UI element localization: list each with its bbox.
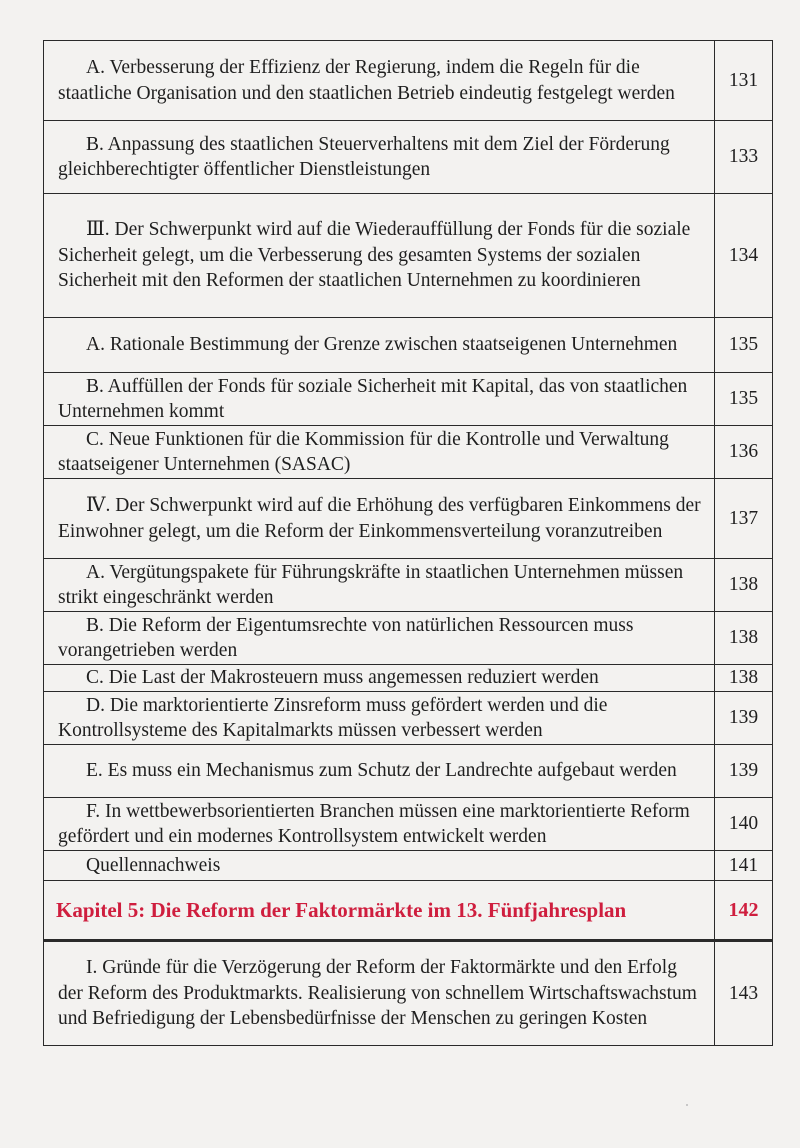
toc-entry-text: F. In wettbewerbsorientierten Branchen müssen eine marktorientierte Reform gefördert und ein modernes Kontrollsystem entwickelt werden (44, 798, 715, 851)
toc-entry-text: A. Verbesserung der Effizienz der Regierung, indem die Regeln für die staatliche Organisation und den staatlichen Betrieb eindeutig festgelegt werden (44, 41, 715, 121)
toc-page-number: 143 (715, 941, 773, 1046)
toc-page-number: 133 (715, 121, 773, 194)
toc-entry-text: I. Gründe für die Verzögerung der Reform der Faktormärkte und den Erfolg der Reform des Produktmarkts. Realisierung von schnellem Wirtschaftswachstum und Befriedigung der Lebensbedürfnisse der Menschen zu geringen Kosten (44, 941, 715, 1046)
toc-entry-text: C. Neue Funktionen für die Kommission für die Kontrolle und Verwaltung staatseigener Unternehmen (SASAC) (44, 426, 715, 479)
toc-row (44, 373, 773, 426)
table-of-contents (43, 40, 773, 1046)
toc-row (44, 692, 773, 745)
toc-page-number: 141 (715, 851, 773, 881)
toc-page-number: 135 (715, 373, 773, 426)
toc-row (44, 665, 773, 692)
toc-entry-text: B. Auffüllen der Fonds für soziale Sicherheit mit Kapital, das von staatlichen Unternehmen kommt (44, 373, 715, 426)
chapter-heading-row (44, 881, 773, 941)
toc-page-number: 139 (715, 745, 773, 798)
toc-page-number: 136 (715, 426, 773, 479)
toc-row (44, 798, 773, 851)
toc-entry-text: C. Die Last der Makrosteuern muss angemessen reduziert werden (44, 665, 715, 692)
toc-page-number: 138 (715, 559, 773, 612)
toc-entry-text: B. Die Reform der Eigentumsrechte von natürlichen Ressourcen muss vorangetrieben werden (44, 612, 715, 665)
toc-entry-text: Ⅳ. Der Schwerpunkt wird auf die Erhöhung des verfügbaren Einkommens der Einwohner gelegt, um die Reform der Einkommensverteilung voranzutreiben (44, 479, 715, 559)
chapter-title: Kapitel 5: Die Reform der Faktormärkte im 13. Fünfjahresplan (44, 881, 715, 941)
toc-row (44, 479, 773, 559)
toc-row (44, 851, 773, 881)
toc-entry-text: E. Es muss ein Mechanismus zum Schutz der Landrechte aufgebaut werden (44, 745, 715, 798)
toc-page-number: 135 (715, 318, 773, 373)
page-speck (686, 1104, 688, 1106)
toc-entry-text: Ⅲ. Der Schwerpunkt wird auf die Wiederauffüllung der Fonds für die soziale Sicherheit gelegt, um die Verbesserung des gesamten Systems der sozialen Sicherheit mit den Reformen der staatlichen Unternehmen zu koordinieren (44, 194, 715, 318)
toc-page-number: 134 (715, 194, 773, 318)
toc-entry-text: A. Vergütungspakete für Führungskräfte in staatlichen Unternehmen müssen strikt eingeschränkt werden (44, 559, 715, 612)
toc-row (44, 559, 773, 612)
toc-row (44, 426, 773, 479)
toc-page-number: 138 (715, 612, 773, 665)
toc-row (44, 318, 773, 373)
chapter-page-number: 142 (715, 881, 773, 941)
toc-row (44, 745, 773, 798)
toc-entry-text: B. Anpassung des staatlichen Steuerverhaltens mit dem Ziel der Förderung gleichberechtigter öffentlicher Dienstleistungen (44, 121, 715, 194)
toc-row (44, 941, 773, 1046)
toc-row (44, 194, 773, 318)
toc-page-number: 140 (715, 798, 773, 851)
toc-entry-text: Quellennachweis (44, 851, 715, 881)
toc-page-number: 139 (715, 692, 773, 745)
toc-row (44, 612, 773, 665)
toc-page-number: 137 (715, 479, 773, 559)
toc-row (44, 121, 773, 194)
toc-entry-text: D. Die marktorientierte Zinsreform muss gefördert werden und die Kontrollsysteme des Kapitalmarkts müssen verbessert werden (44, 692, 715, 745)
toc-entry-text: A. Rationale Bestimmung der Grenze zwischen staatseigenen Unternehmen (44, 318, 715, 373)
toc-row (44, 41, 773, 121)
toc-page-number: 138 (715, 665, 773, 692)
toc-page-number: 131 (715, 41, 773, 121)
